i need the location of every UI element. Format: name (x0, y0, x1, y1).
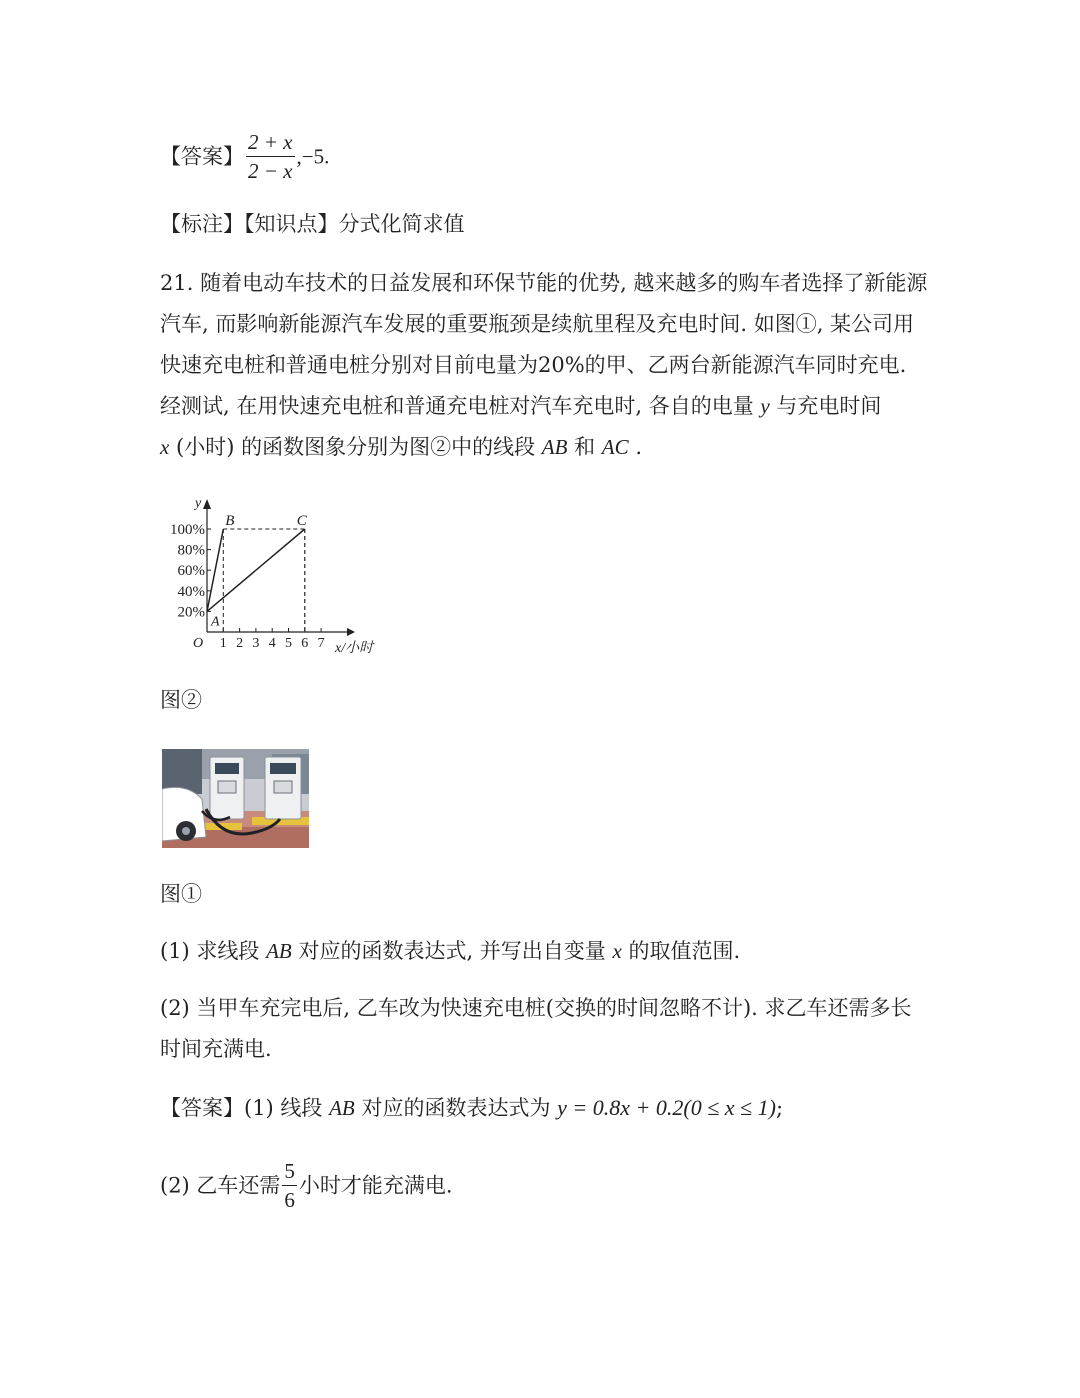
x-axis-label: x/小时 (335, 641, 374, 656)
question-line-3: 快速充电桩和普通电桩分别对目前电量为20%的甲、乙两台新能源汽车同时充电. (160, 353, 907, 377)
segment-ab: AB (541, 435, 568, 459)
sub-question-1: (1) 求线段 AB 对应的函数表达式, 并写出自变量 x 的取值范围. (160, 939, 741, 963)
x-tick-label: 2 (236, 636, 244, 651)
charging-station-photo (162, 749, 309, 848)
segment-ab: AB (266, 939, 292, 963)
x-tick-label: 3 (252, 636, 260, 651)
question-line-1: 21. 随着电动车技术的日益发展和环保节能的优势, 越来越多的购车者选择了新能源 (160, 271, 928, 295)
x-tick-label: 5 (285, 636, 292, 651)
answer-formula: y = 0.8x + 0.2(0 ≤ x ≤ 1) (557, 1095, 776, 1120)
question-21 (160, 263, 930, 468)
series-line-ac (207, 529, 305, 611)
fig1-caption: 图① (160, 882, 202, 906)
tag-line (160, 214, 465, 235)
x-tick-label: 7 (317, 636, 325, 651)
var-x: x (612, 939, 622, 963)
y-axis-label: y (195, 496, 202, 511)
tag-label: 【标注】【知识点】 (160, 212, 339, 236)
segment-ab: AB (329, 1096, 355, 1120)
answer-line-3: (2) 乙车还需 $\frac{5}{6}$ 小时才能充满电. (160, 1159, 453, 1213)
answer-fraction-5-6: $\frac{5}{6}$ (284, 1159, 295, 1213)
answer-label: 【答案】 (160, 144, 244, 169)
question-line-4: 经测试, 在用快速充电桩和普通充电桩对汽车充电时, 各自的电量 y 与充电时间 (160, 394, 882, 418)
function-graph (155, 495, 395, 665)
origin-label: O (193, 636, 204, 651)
answer-line-1 (160, 131, 329, 183)
x-axis-arrow (347, 628, 355, 636)
sub-question-2-line-1: (2) 当甲车充完电后, 乙车改为快速充电桩(交换的时间忽略不计). 求乙车还需多长 (160, 996, 912, 1020)
point-label-c: C (296, 513, 307, 529)
fig2-caption: 图② (160, 688, 202, 712)
point-label-a: A (211, 614, 220, 630)
y-tick-label: 100% (170, 522, 205, 538)
answer-fraction (246, 131, 295, 183)
answer-tail: ,−5. (296, 144, 330, 169)
x-tick-label: 1 (219, 636, 227, 651)
point-label-b: B (225, 513, 235, 529)
fraction-denominator: 2 − x (248, 159, 293, 184)
sub-question-2-line-2: 时间充满电. (160, 1037, 272, 1061)
answer-line-2: 【答案】(1) 线段 AB 对应的函数表达式为 y = 0.8x + 0.2(0 ≤ x ≤ 1); (160, 1095, 784, 1120)
y-tick-label: 20% (177, 604, 205, 621)
y-axis-arrow (203, 499, 211, 509)
var-y: y (760, 394, 770, 418)
question-line-5: x (小时) 的函数图象分别为图②中的线段 AB 和 AC . (160, 435, 643, 459)
x-tick-label: 6 (301, 636, 309, 651)
answer-label: 【答案】 (160, 1096, 244, 1120)
question-line-2: 汽车, 而影响新能源汽车发展的重要瓶颈是续航里程及充电时间. 如图①, 某公司用 (160, 312, 915, 336)
segment-ac: AC (601, 435, 629, 459)
x-tick-label: 4 (268, 636, 276, 651)
tag-text: 分式化简求值 (338, 212, 465, 236)
y-tick-label: 60% (177, 563, 205, 580)
var-x: x (160, 435, 170, 459)
y-tick-label: 40% (177, 583, 205, 600)
fraction-numerator: 2 + x (246, 131, 295, 157)
sub-question-2 (160, 988, 930, 1070)
y-tick-label: 80% (177, 542, 205, 559)
